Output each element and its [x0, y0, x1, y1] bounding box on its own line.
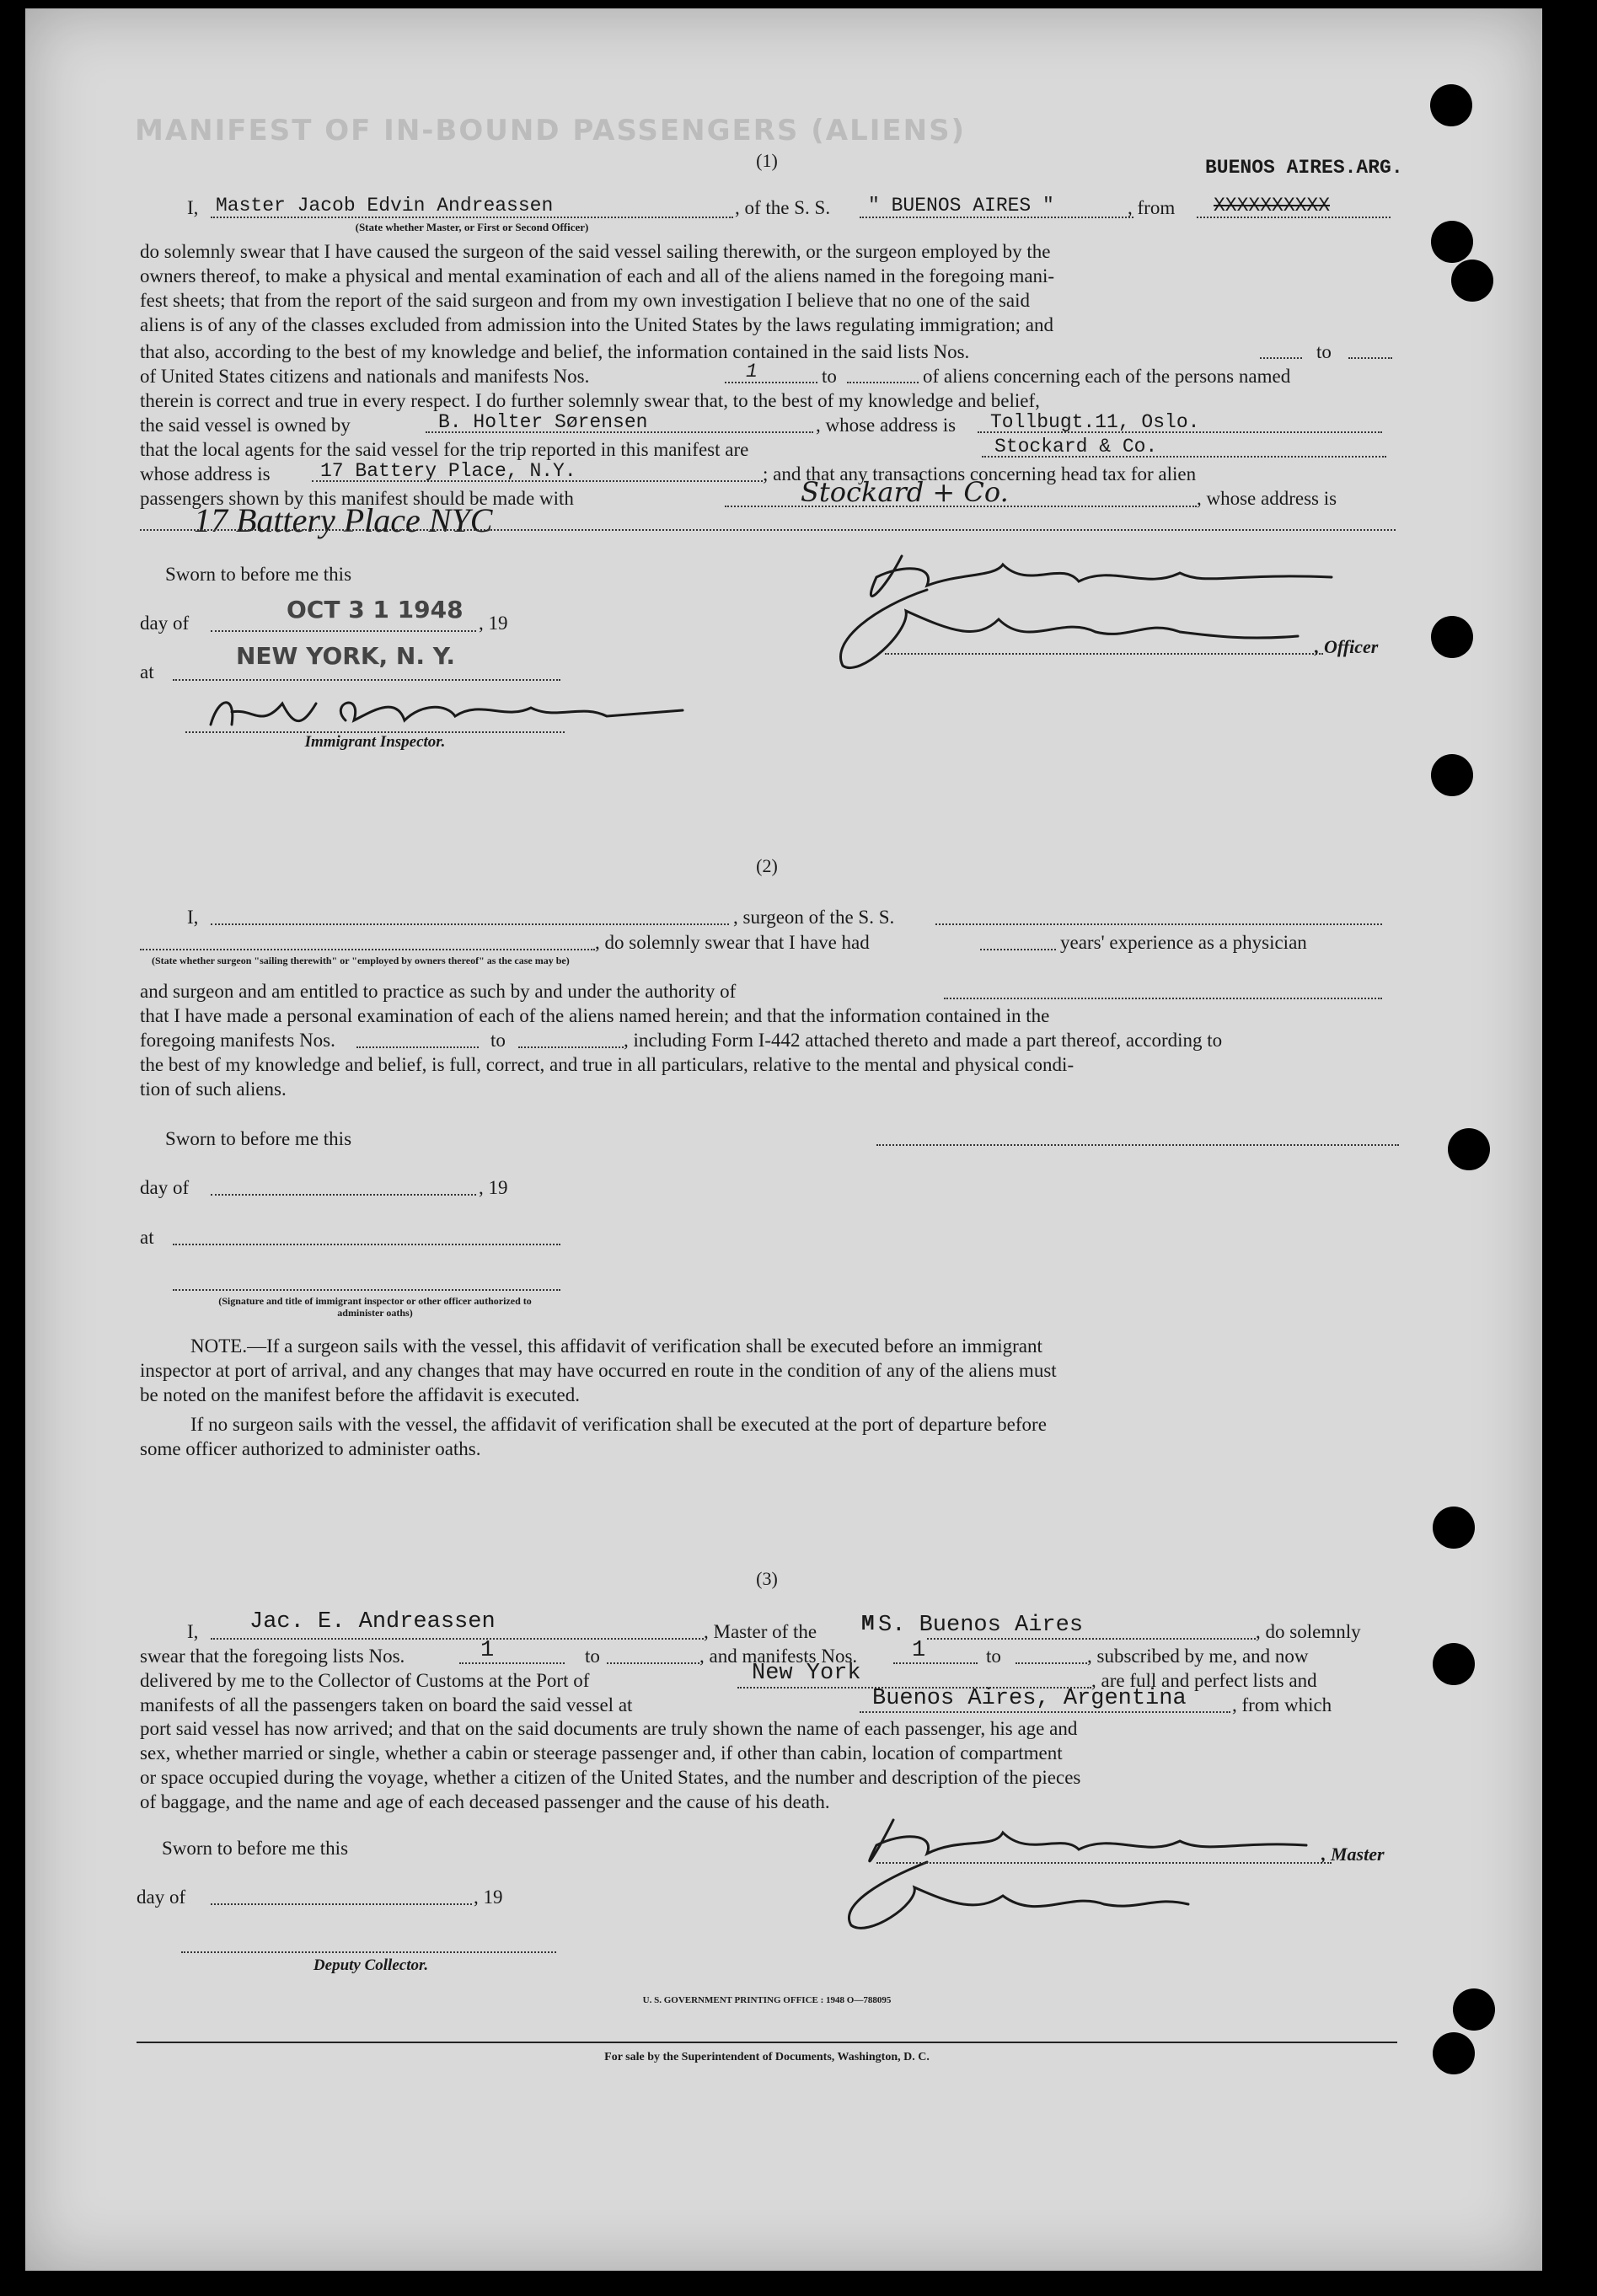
s1-manifest-from: 1 — [746, 361, 758, 383]
s2-year: , 19 — [479, 1177, 508, 1198]
s1-whose-address: , whose address is — [1197, 488, 1337, 509]
s3-manifests-from-line — [893, 1662, 978, 1664]
s3-body-line-1: port said vessel has now arrived; and that on the said documents are truly shown the name of each passenger, his age and — [140, 1718, 1078, 1739]
s1-line6-to: to — [822, 366, 837, 387]
s1-line5: that also, according to the best of my knowledge and belief, the information contained in the said lists Nos. — [140, 341, 970, 362]
s1-body-line-3: fest sheets; that from the report of the said surgeon and from my own investigation I believe that no one of the said — [140, 290, 1031, 311]
s3-name-line — [211, 1638, 704, 1640]
s1-body — [140, 239, 1394, 337]
s3-collector-caption: Deputy Collector. — [313, 1956, 429, 1974]
s3-date-line — [211, 1903, 472, 1905]
s3-ship-prefix: M — [861, 1611, 875, 1636]
s1-lists-from-line — [1260, 357, 1302, 359]
s2-sig-caption: (Signature and title of immigrant inspector or other officer authorized to administer oaths) — [218, 1295, 532, 1319]
s2-line3: that I have made a personal examination of each of the aliens named herein; and that the information contained in the — [140, 1005, 1050, 1026]
s3-subscribed: , subscribed by me, and now — [1087, 1646, 1309, 1667]
s2-note — [140, 1334, 1394, 1461]
s2-line5: the best of my knowledge and belief, is full, correct, and true in all particulars, relative to the mental and physical condi- — [140, 1054, 1074, 1075]
s2-date-line — [211, 1194, 476, 1196]
s3-master-of: , Master of the — [704, 1621, 817, 1642]
s3-manifests-from: 1 — [912, 1638, 926, 1663]
s3-manifests-of: manifests of all the passengers taken on board the said vessel at — [140, 1694, 633, 1715]
s2-years-line — [980, 949, 1056, 950]
s1-agents: Stockard & Co. — [994, 436, 1158, 458]
s1-i: I, — [187, 197, 199, 218]
s3-lists-from: 1 — [480, 1638, 495, 1663]
s1-line6-b: of aliens concerning each of the persons named — [923, 366, 1291, 387]
s2-i: I, — [187, 907, 199, 928]
printing-office-line: U. S. GOVERNMENT PRINTING OFFICE : 1948 O—788095 — [642, 1995, 892, 2005]
master-signature-3 — [834, 1812, 1340, 1938]
s3-lists-to-line — [607, 1662, 699, 1664]
section-3-number: (3) — [756, 1568, 778, 1589]
s3-delivered: delivered by me to the Collector of Customs at the Port of — [140, 1670, 590, 1691]
s3-collector-line — [181, 1951, 556, 1953]
punch-hole-3 — [1451, 260, 1493, 302]
s1-agents-label: that the local agents for the said vessel for the trip reported in this manifest are — [140, 439, 749, 460]
s1-name-line — [211, 217, 733, 218]
s1-owner-line — [426, 431, 813, 433]
s1-passengers-label: passengers shown by this manifest should be made with — [140, 488, 574, 509]
s2-authority-line — [944, 998, 1382, 999]
s3-ship-line — [927, 1638, 1256, 1640]
s3-ship: S. Buenos Aires — [878, 1613, 1084, 1638]
s1-officer-line — [885, 653, 1323, 655]
s1-sworn: Sworn to before me this — [165, 564, 352, 585]
s2-line4-to: to — [490, 1030, 506, 1051]
s1-of-the: , of the S. S. — [735, 197, 831, 218]
s3-manifests-to: to — [986, 1646, 1001, 1667]
s3-swear-lists: swear that the foregoing lists Nos. — [140, 1646, 405, 1667]
s3-lists-to: to — [585, 1646, 600, 1667]
s2-nos-to-line — [518, 1046, 624, 1048]
s2-note-line-5: some officer authorized to administer oaths. — [140, 1438, 481, 1459]
s1-date-stamp: OCT 3 1 1948 — [287, 596, 464, 624]
s1-agent-address: 17 Battery Place, N.Y. — [320, 460, 576, 482]
s1-at-line — [173, 679, 560, 681]
s1-master-name: Master Jacob Edvin Andreassen — [216, 195, 554, 217]
s2-officer-line — [876, 1144, 1399, 1146]
s1-handwritten-address: 17 Battery Place NYC — [194, 501, 493, 539]
inspector-signature — [202, 687, 691, 737]
s1-owner-address: Tollbugt.11, Oslo. — [990, 411, 1200, 433]
section-1-number: (1) — [756, 150, 778, 171]
s1-manifest-to-line — [847, 382, 919, 383]
s2-line6: tion of such aliens. — [140, 1078, 287, 1100]
s1-owner-address-line — [978, 431, 1382, 433]
sale-notice: For sale by the Superintendent of Documents, Washington, D. C. — [604, 2051, 930, 2063]
s3-are-full: , are full and perfect lists and — [1091, 1670, 1317, 1691]
s1-line7: therein is correct and true in every respect. I do further solemnly swear that, to the best of my knowledge and belief, — [140, 390, 1040, 411]
s3-master-line — [876, 1862, 1332, 1864]
s1-address-fill-line — [140, 529, 1396, 531]
s1-agents-line — [982, 456, 1386, 458]
punch-hole-9 — [1453, 1988, 1495, 2031]
s2-vessel-line — [935, 923, 1382, 925]
punch-hole-8 — [1433, 1643, 1475, 1685]
s3-master-caption: , Master — [1321, 1844, 1385, 1865]
s3-body-line-4: of baggage, and the name and age of each deceased passenger and the cause of his death. — [140, 1791, 830, 1812]
s3-day-of: day of — [137, 1887, 186, 1908]
punch-hole-1 — [1430, 84, 1472, 126]
s1-body-line-2: owners thereof, to make a physical and mental examination of each and all of the aliens named in the foregoing mani- — [140, 265, 1055, 286]
s1-manifest-from-line — [725, 382, 817, 383]
s2-surgeon-type-line — [140, 949, 595, 950]
s1-body-line-1: do solemnly swear that I have caused the surgeon of the said vessel sailing therewith, or the surgeon employed by the — [140, 241, 1051, 262]
s2-swear: , do solemnly swear that I have had — [595, 932, 870, 953]
s1-vessel-line — [860, 217, 1133, 218]
s3-i: I, — [187, 1621, 199, 1642]
s3-departure: Buenos Aires, Argentina — [872, 1686, 1187, 1711]
s3-manifests-to-line — [1016, 1662, 1087, 1664]
s1-body-line-4: aliens is of any of the classes excluded from admission into the United States by the laws regulating immigration; and — [140, 314, 1053, 335]
s3-body-line-2: sex, whether married or single, whether a cabin or steerage passenger and, if other than cabin, location of compartment — [140, 1742, 1063, 1763]
port-header: BUENOS AIRES.ARG. — [1205, 157, 1403, 179]
s1-owner: B. Holter Sørensen — [438, 411, 648, 433]
s2-day-of: day of — [140, 1177, 190, 1198]
s3-from-which: , from which — [1232, 1694, 1332, 1715]
punch-hole-4 — [1431, 616, 1473, 658]
s3-body — [140, 1716, 1394, 1814]
s3-port: New York — [752, 1661, 861, 1686]
s3-name: Jac. E. Andreassen — [249, 1609, 496, 1635]
s3-sworn: Sworn to before me this — [162, 1838, 349, 1859]
s1-year: , 19 — [479, 613, 508, 634]
s1-at: at — [140, 661, 154, 682]
s1-vessel: " BUENOS AIRES " — [868, 195, 1054, 217]
s3-lists-from-line — [459, 1662, 565, 1664]
s1-line6-a: of United States citizens and nationals and manifests Nos. — [140, 366, 590, 387]
s1-lists-to-line — [1348, 357, 1392, 359]
s1-agent-address-line — [312, 480, 763, 482]
punch-hole-5 — [1431, 754, 1473, 796]
s2-authority: and surgeon and am entitled to practice as such by and under the authority of — [140, 981, 737, 1002]
s1-address-label: , whose address is — [816, 415, 957, 436]
s2-years: years' experience as a physician — [1060, 932, 1307, 953]
s1-officer-caption: , Officer — [1315, 636, 1379, 657]
punch-hole-10 — [1433, 2032, 1475, 2074]
s1-headtax-label: ; and that any transactions concerning head tax for alien — [763, 463, 1197, 484]
s1-agent-address-label: whose address is — [140, 463, 271, 484]
s1-from-line — [1197, 217, 1391, 218]
s1-inspector-caption: Immigrant Inspector. — [304, 733, 446, 751]
s2-surgeon-of: , surgeon of the S. S. — [733, 907, 895, 928]
s1-line5-to: to — [1316, 341, 1332, 362]
s1-passengers-with: Stockard + Co. — [801, 476, 1009, 508]
s1-place-stamp: NEW YORK, N. Y. — [236, 642, 456, 670]
s2-note-line-3: be noted on the manifest before the affidavit is executed. — [140, 1384, 580, 1405]
s2-line4-a: foregoing manifests Nos. — [140, 1030, 335, 1051]
footer-rule — [137, 2042, 1397, 2043]
faded-header: MANIFEST OF IN-BOUND PASSENGERS (ALIENS) — [135, 114, 967, 147]
s2-note-line-4: If no surgeon sails with the vessel, the affidavit of verification shall be executed at the port of departure before — [190, 1414, 1047, 1435]
s2-at-line — [173, 1244, 560, 1245]
s2-name-line — [211, 923, 729, 925]
s1-owned-by-label: the said vessel is owned by — [140, 415, 351, 436]
s2-caption: (State whether surgeon "sailing therewith" or "employed by owners thereof" as the case may be) — [152, 955, 570, 966]
punch-hole-2 — [1431, 221, 1473, 263]
master-signature-1 — [826, 539, 1365, 682]
s3-body-line-3: or space occupied during the voyage, whether a citizen of the United States, and the number and description of the pieces — [140, 1767, 1081, 1788]
s1-passengers-line — [725, 506, 1197, 507]
s2-note-line-2: inspector at port of arrival, and any changes that may have occurred en route in the condition of any of the aliens must — [140, 1360, 1057, 1381]
s1-day-of: day of — [140, 613, 190, 634]
s2-at: at — [140, 1227, 154, 1248]
s3-year: , 19 — [474, 1887, 503, 1908]
section-2-number: (2) — [756, 855, 778, 876]
s2-sworn: Sworn to before me this — [165, 1128, 352, 1149]
s2-sig-line — [173, 1289, 560, 1291]
s1-from: , from — [1128, 197, 1176, 218]
s1-from-value: XXXXXXXXXX — [1214, 195, 1331, 217]
s2-line4-b: , including Form I-442 attached thereto and made a part thereof, according to — [624, 1030, 1223, 1051]
punch-hole-7 — [1433, 1507, 1475, 1549]
s3-departure-line — [860, 1711, 1230, 1713]
punch-hole-6 — [1448, 1128, 1490, 1170]
s1-date-line — [211, 630, 476, 632]
s2-note-line-1: NOTE.—If a surgeon sails with the vessel, this affidavit of verification shall be executed before an immigrant — [190, 1335, 1042, 1357]
s1-name-caption: (State whether Master, or First or Second Officer) — [355, 221, 589, 233]
s2-nos-from-line — [356, 1046, 479, 1048]
s3-solemnly: , do solemnly — [1256, 1621, 1361, 1642]
s3-and-manifests: , and manifests Nos. — [699, 1646, 858, 1667]
